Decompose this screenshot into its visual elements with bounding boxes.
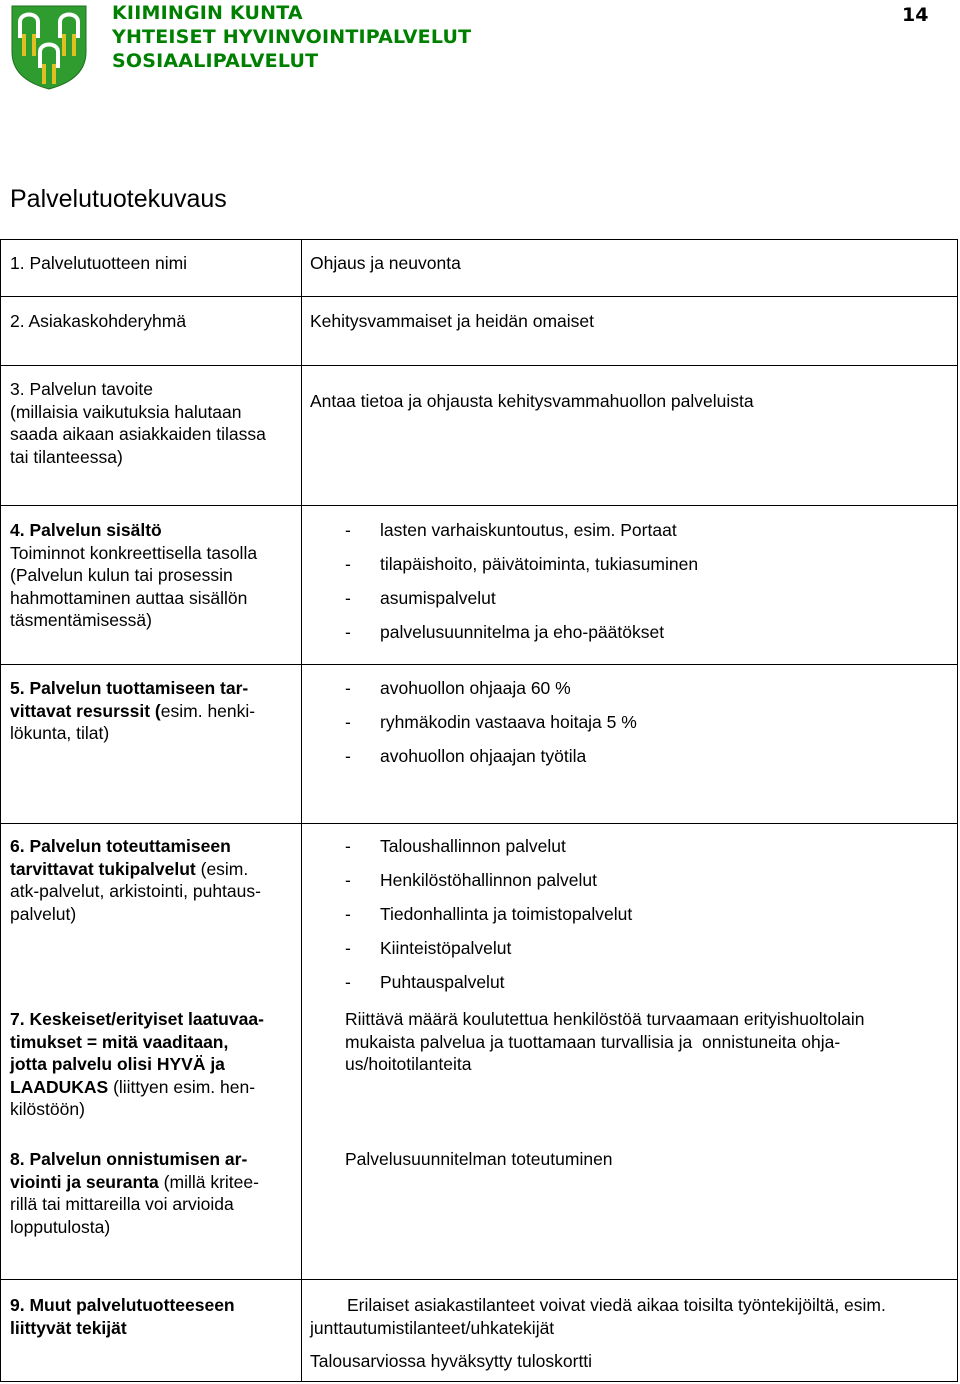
row-7-label: 7. Keskeiset/erityiset laatuvaa- timukset = mitä vaaditaan, jotta palvelu olisi HYVÄ ja LAADUKAS (liittyen esim. hen- kilöstöön) xyxy=(10,1009,264,1119)
row-9-value-line-3: Talousarviossa hyväksytty tuloskortti xyxy=(310,1351,593,1371)
row-4-list xyxy=(345,519,698,655)
row-6-label: 6. Palvelun toteuttamiseen tarvittavat tukipalvelut (esim. atk-palvelut, arkistointi, puhtaus- palvelut) xyxy=(10,836,261,924)
row-6-list xyxy=(345,835,632,1005)
row-1-value: Ohjaus ja neuvonta xyxy=(310,253,461,273)
list-item: - asumispalvelut xyxy=(345,587,698,621)
list-item: - avohuollon ohjaaja 60 % xyxy=(345,677,637,711)
list-item: - Puhtauspalvelut xyxy=(345,971,632,1005)
page-number: 14 xyxy=(902,4,929,26)
list-item: - Kiinteistöpalvelut xyxy=(345,937,632,971)
row-7-value: Riittävä määrä koulutettua henkilöstöä turvaamaan erityishuoltolain mukaista palvelua ja tuottamaan turvallisia ja onnistuneita ohja- us/hoitotilanteita xyxy=(345,1009,865,1074)
list-item: - Taloushallinnon palvelut xyxy=(345,835,632,869)
list-item: - tilapäishoito, päivätoiminta, tukiasuminen xyxy=(345,553,698,587)
unit-name: SOSIAALIPALVELUT xyxy=(112,50,319,72)
list-item: - palvelusuunnitelma ja eho-päätökset xyxy=(345,621,698,655)
row-2-label: 2. Asiakaskohderyhmä xyxy=(10,311,187,331)
row-5-label: 5. Palvelun tuottamiseen tar- vittavat resurssit (esim. henki- lökunta, tilat) xyxy=(10,678,256,743)
row-9-value-line-1: Erilaiset asiakastilanteet voivat viedä aikaa toisilta työntekijöiltä, esim. xyxy=(347,1295,886,1315)
row-1-label: 1. Palvelutuotteen nimi xyxy=(10,253,188,273)
list-item: - Henkilöstöhallinnon palvelut xyxy=(345,869,632,903)
municipality-name: KIIMINGIN KUNTA xyxy=(112,2,303,24)
row-2-value: Kehitysvammaiset ja heidän omaiset xyxy=(310,311,595,331)
coat-of-arms-logo xyxy=(10,4,88,90)
row-3-label: 3. Palvelun tavoite (millaisia vaikutuksia halutaan saada aikaan asiakkaiden tilassa tai tilanteessa) xyxy=(10,379,266,467)
department-name: YHTEISET HYVINVOINTIPALVELUT xyxy=(112,26,472,48)
row-8-label: 8. Palvelun onnistumisen ar- viointi ja seuranta (millä kritee- rillä tai mittareilla voi arvioida lopputulosta) xyxy=(10,1149,259,1237)
row-4-label: 4. Palvelun sisältö Toiminnot konkreettisella tasolla (Palvelun kulun tai prosessin hahmottaminen auttaa sisällön täsmentämisessä) xyxy=(10,520,258,630)
row-9-value-line-2: junttautumistilanteet/uhkatekijät xyxy=(310,1318,555,1338)
list-item: - ryhmäkodin vastaava hoitaja 5 % xyxy=(345,711,637,745)
row-9-label: 9. Muut palvelutuotteeseen liittyvät tekijät xyxy=(10,1295,235,1338)
list-item: - lasten varhaiskuntoutus, esim. Portaat xyxy=(345,519,698,553)
document-title: Palvelutuotekuvaus xyxy=(10,185,227,213)
list-item: - avohuollon ohjaajan työtila xyxy=(345,745,637,779)
list-item: - Tiedonhallinta ja toimistopalvelut xyxy=(345,903,632,937)
row-8-value: Palvelusuunnitelman toteutuminen xyxy=(345,1149,613,1169)
row-3-value: Antaa tietoa ja ohjausta kehitysvammahuollon palveluista xyxy=(310,391,754,411)
row-5-list xyxy=(345,677,637,779)
